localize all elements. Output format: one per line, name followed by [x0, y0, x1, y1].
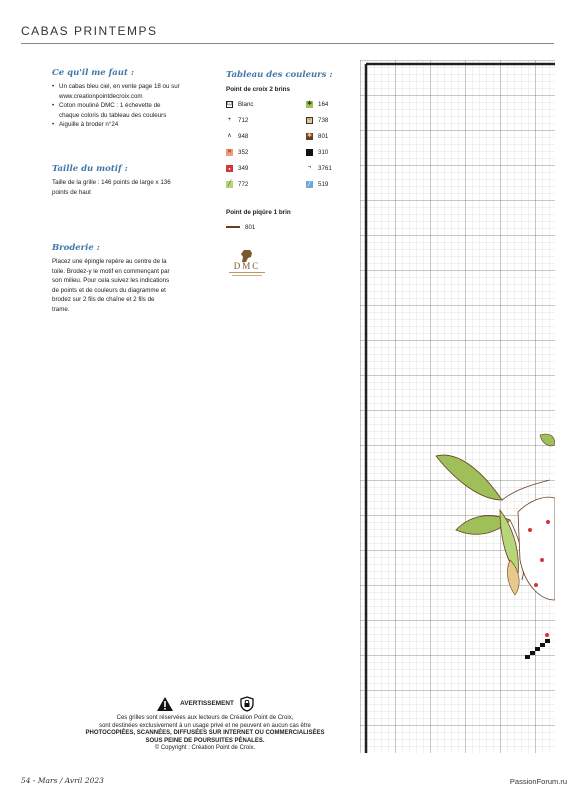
backstitch-item: 801 — [226, 221, 255, 233]
needs-title: Ce qu'il me faut : — [52, 68, 135, 78]
backstitch-line-icon — [226, 226, 240, 228]
slash-swatch-icon: ╱ — [227, 180, 232, 187]
legend-item: ∧ 948 — [227, 132, 249, 140]
motif-text: Taille de la grille : 146 points de large x 136 points de haut — [52, 179, 171, 196]
legend-item: ▫ 738 — [306, 114, 328, 126]
cross-swatch-icon: ✕ — [226, 148, 233, 155]
warning-triangle-icon — [156, 696, 174, 712]
needs-list — [52, 82, 182, 130]
square-swatch-icon: ▫ — [306, 117, 313, 124]
legend-item: ✕ 352 — [226, 148, 249, 156]
embroidery-title: Broderie : — [52, 243, 100, 253]
corner-swatch-icon: ¬ — [307, 164, 312, 171]
cross-stitch-pattern — [360, 60, 555, 753]
dmc-logo — [224, 248, 270, 278]
legend-item: ✱ 164 — [306, 100, 329, 108]
star-swatch-icon: ✱ — [306, 100, 313, 107]
legend-item: ✱ 801 — [306, 132, 329, 140]
blanc-swatch-icon: ⊡ — [226, 100, 233, 107]
logo-text: DMC — [233, 261, 261, 271]
warning-heading: AVERTISSEMENT — [180, 700, 234, 708]
legend-item: ╱ 772 — [227, 180, 249, 188]
list-item: • Coton mouliné DMC : 1 échevette de chaque coloris du tableau des couleurs — [52, 101, 182, 120]
warning-line: PHOTOCOPIÉES, SCANNÉES, DIFFUSÉES SUR INTERNET OU COMMERCIALISÉES — [85, 730, 325, 737]
slash-swatch-icon: ╱ — [307, 180, 312, 187]
legend-item: + 712 — [227, 116, 249, 124]
motif-title: Taille du motif : — [52, 164, 128, 174]
legend-item: ¬ 3761 — [307, 164, 332, 172]
dot-swatch-icon: ● — [226, 165, 233, 172]
copyright-warning — [55, 696, 355, 753]
warning-line: © Copyright : Création Point de Croix. — [154, 745, 256, 752]
legend-title: Tableau des couleurs : — [226, 70, 333, 80]
lock-shield-icon — [240, 696, 254, 712]
legend-item: ● 349 — [226, 162, 248, 174]
plus-swatch-icon: + — [227, 116, 232, 123]
embroidery-text: Placez une épingle repère au centre de la toile. Brodez-y le motif en commençant par son milieu. Pour cela suivez les indications de points et de couleurs du diagramme et brodez sur 2 fils de chaîne et 2 fils de trame. — [52, 258, 170, 313]
caret-swatch-icon: ∧ — [227, 132, 232, 139]
legend-item: 310 — [306, 146, 328, 158]
warning-line: sont destinées exclusivement à un usage privé et ne peuvent en aucun cas être — [99, 722, 311, 729]
star-swatch-icon: ✱ — [306, 132, 313, 139]
cross-stitch-title: Point de croix 2 brins — [226, 86, 291, 93]
header-divider — [21, 43, 554, 44]
legend-item: ╱ 519 — [307, 180, 329, 188]
page-title: CABAS PRINTEMPS — [21, 24, 158, 38]
watermark-text: PassionForum.ru — [509, 777, 567, 786]
list-item: • Un cabas bleu ciel, en vente page 18 ou sur www.creationpointdecroix.com — [52, 82, 182, 101]
page-number: 54 - Mars / Avril 2023 — [21, 776, 104, 785]
backstitch-title: Point de piqûre 1 brin — [226, 209, 291, 216]
list-item: • Aiguille à broder n°24 — [52, 120, 182, 130]
legend-item: ⊡ Blanc — [226, 100, 254, 108]
warning-line: SOUS PEINE DE POURSUITES PÉNALES. — [145, 737, 265, 744]
warning-line: Ces grilles sont réservées aux lecteurs de Création Point de Croix, — [116, 715, 294, 721]
black-square-swatch-icon — [306, 149, 313, 156]
